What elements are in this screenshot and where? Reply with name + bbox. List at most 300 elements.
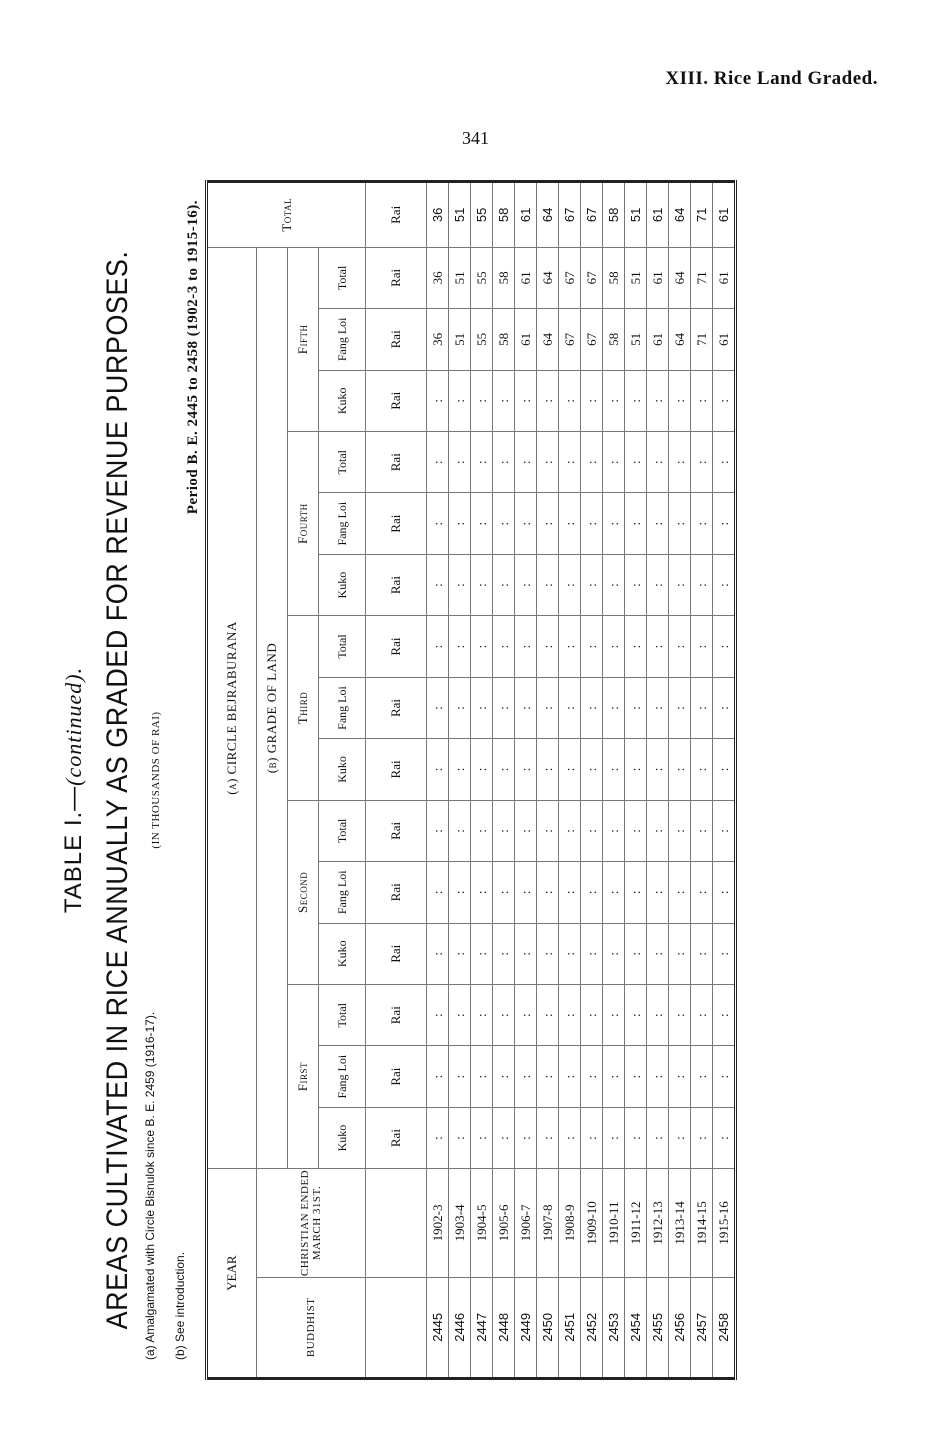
empty-cell: : (691, 432, 713, 493)
empty-cell: : (603, 493, 625, 554)
fifth-total-value: 67 (559, 247, 581, 308)
subcol-first-total: Total (319, 984, 366, 1045)
empty-cell: : (691, 554, 713, 615)
empty-cell: : (427, 923, 449, 984)
empty-cell: : (625, 862, 647, 923)
buddhist-year: 2450 (537, 1277, 559, 1378)
empty-cell: : (581, 554, 603, 615)
table-row (449, 182, 471, 1379)
row-total-value: 71 (691, 182, 713, 248)
fifth-total-value: 51 (625, 247, 647, 308)
unit-label: Rai (366, 182, 427, 248)
fifth-fang-loi-value: 71 (691, 309, 713, 370)
empty-cell: : (493, 923, 515, 984)
empty-cell: : (449, 739, 471, 800)
christian-year: 1910-11 (603, 1169, 625, 1277)
fifth-fang-loi-value: 64 (537, 309, 559, 370)
empty-cell: : (515, 370, 537, 431)
buddhist-year: 2449 (515, 1277, 537, 1378)
empty-cell: : (537, 554, 559, 615)
empty-cell: : (515, 862, 537, 923)
empty-cell: : (427, 677, 449, 738)
subcol-fifth-total: Total (319, 247, 366, 308)
empty-cell: : (669, 800, 691, 861)
empty-cell: : (537, 800, 559, 861)
fifth-total-value: 71 (691, 247, 713, 308)
empty-cell: : (493, 677, 515, 738)
unit-label: Rai (366, 616, 427, 677)
grade-third: Third (288, 616, 319, 800)
empty-cell: : (625, 984, 647, 1045)
grade-second: Second (288, 800, 319, 984)
empty-cell: : (581, 862, 603, 923)
empty-cell: : (691, 923, 713, 984)
unit-label: Rai (366, 1046, 427, 1107)
grade-first: First (288, 984, 319, 1168)
empty-cell: : (515, 984, 537, 1045)
empty-cell: : (625, 432, 647, 493)
buddhist-year: 2457 (691, 1277, 713, 1378)
empty-cell: : (713, 370, 736, 431)
empty-cell: : (625, 616, 647, 677)
fifth-fang-loi-value: 61 (647, 309, 669, 370)
table-label: TABLE I.—(continued). (60, 666, 87, 914)
row-total-value: 61 (647, 182, 669, 248)
empty-cell: : (581, 677, 603, 738)
empty-cell: : (581, 1046, 603, 1107)
table-row (713, 182, 736, 1379)
empty-cell: : (625, 800, 647, 861)
empty-cell: : (471, 1046, 493, 1107)
empty-cell: : (669, 554, 691, 615)
empty-cell: : (691, 739, 713, 800)
unit-row (366, 182, 427, 1379)
empty-cell: : (669, 862, 691, 923)
unit-label: Rai (366, 309, 427, 370)
blank-cell (366, 1169, 427, 1277)
fifth-fang-loi-value: 58 (493, 309, 515, 370)
empty-cell: : (515, 923, 537, 984)
empty-cell: : (515, 739, 537, 800)
buddhist-year: 2447 (471, 1277, 493, 1378)
circle-header: (a) CIRCLE BEJRABURANA (207, 247, 257, 1169)
unit-label: Rai (366, 247, 427, 308)
empty-cell: : (427, 616, 449, 677)
empty-cell: : (603, 1107, 625, 1168)
empty-cell: : (427, 432, 449, 493)
empty-cell: : (647, 862, 669, 923)
fifth-fang-loi-value: 51 (449, 309, 471, 370)
fifth-fang-loi-value: 36 (427, 309, 449, 370)
empty-cell: : (537, 493, 559, 554)
empty-cell: : (713, 1046, 736, 1107)
empty-cell: : (669, 677, 691, 738)
subcol-second-fang-loi: Fang Loi (319, 862, 366, 923)
table-row (493, 182, 515, 1379)
table-head (207, 182, 366, 1379)
table-row (647, 182, 669, 1379)
empty-cell: : (625, 554, 647, 615)
empty-cell: : (647, 1107, 669, 1168)
buddhist-year: 2453 (603, 1277, 625, 1378)
empty-cell: : (713, 739, 736, 800)
empty-cell: : (647, 677, 669, 738)
buddhist-year: 2451 (559, 1277, 581, 1378)
fifth-total-value: 58 (603, 247, 625, 308)
empty-cell: : (427, 1107, 449, 1168)
fifth-total-value: 58 (493, 247, 515, 308)
empty-cell: : (493, 616, 515, 677)
empty-cell: : (647, 432, 669, 493)
empty-cell: : (471, 677, 493, 738)
empty-cell: : (625, 677, 647, 738)
empty-cell: : (427, 984, 449, 1045)
empty-cell: : (537, 370, 559, 431)
empty-cell: : (713, 862, 736, 923)
section-header: XIII. Rice Land Graded. (665, 68, 878, 89)
empty-cell: : (581, 1107, 603, 1168)
empty-cell: : (537, 1107, 559, 1168)
christian-year: 1903-4 (449, 1169, 471, 1277)
row-total-value: 58 (493, 182, 515, 248)
empty-cell: : (581, 432, 603, 493)
fifth-total-value: 64 (537, 247, 559, 308)
christian-year: 1908-9 (559, 1169, 581, 1277)
empty-cell: : (559, 432, 581, 493)
empty-cell: : (471, 370, 493, 431)
empty-cell: : (493, 862, 515, 923)
empty-cell: : (603, 923, 625, 984)
empty-cell: : (449, 432, 471, 493)
empty-cell: : (647, 493, 669, 554)
empty-cell: : (471, 1107, 493, 1168)
units-note: (IN THOUSANDS OF RAI) (150, 711, 162, 849)
empty-cell: : (515, 1107, 537, 1168)
empty-cell: : (647, 739, 669, 800)
empty-cell: : (537, 616, 559, 677)
empty-cell: : (493, 984, 515, 1045)
empty-cell: : (603, 800, 625, 861)
empty-cell: : (691, 616, 713, 677)
empty-cell: : (625, 1046, 647, 1107)
empty-cell: : (625, 493, 647, 554)
empty-cell: : (581, 370, 603, 431)
total-header: Total (207, 182, 366, 248)
buddhist-year: 2455 (647, 1277, 669, 1378)
empty-cell: : (471, 984, 493, 1045)
grade-fifth: Fifth (288, 247, 319, 431)
empty-cell: : (449, 923, 471, 984)
christian-year: 1909-10 (581, 1169, 603, 1277)
fifth-total-value: 55 (471, 247, 493, 308)
empty-cell: : (559, 370, 581, 431)
empty-cell: : (603, 616, 625, 677)
empty-cell: : (559, 493, 581, 554)
subcol-fourth-kuko: Kuko (319, 554, 366, 615)
grade-header: (b) GRADE OF LAND (257, 247, 288, 1169)
empty-cell: : (559, 862, 581, 923)
buddhist-year: 2452 (581, 1277, 603, 1378)
empty-cell: : (691, 370, 713, 431)
empty-cell: : (625, 739, 647, 800)
empty-cell: : (647, 370, 669, 431)
empty-cell: : (471, 923, 493, 984)
row-total-value: 61 (713, 182, 736, 248)
empty-cell: : (647, 616, 669, 677)
empty-cell: : (603, 677, 625, 738)
empty-cell: : (669, 739, 691, 800)
row-total-value: 61 (515, 182, 537, 248)
empty-cell: : (515, 493, 537, 554)
empty-cell: : (603, 739, 625, 800)
empty-cell: : (515, 554, 537, 615)
christian-year: 1915-16 (713, 1169, 736, 1277)
fifth-fang-loi-value: 67 (559, 309, 581, 370)
empty-cell: : (669, 1107, 691, 1168)
empty-cell: : (713, 984, 736, 1045)
empty-cell: : (669, 1046, 691, 1107)
christian-year: 1902-3 (427, 1169, 449, 1277)
fifth-total-value: 67 (581, 247, 603, 308)
empty-cell: : (559, 554, 581, 615)
fifth-fang-loi-value: 58 (603, 309, 625, 370)
empty-cell: : (471, 493, 493, 554)
empty-cell: : (647, 984, 669, 1045)
row-total-value: 67 (559, 182, 581, 248)
empty-cell: : (559, 739, 581, 800)
buddhist-year: 2458 (713, 1277, 736, 1378)
empty-cell: : (449, 616, 471, 677)
fifth-fang-loi-value: 51 (625, 309, 647, 370)
table-row (559, 182, 581, 1379)
christian-year: 1904-5 (471, 1169, 493, 1277)
buddhist-header: BUDDHIST (257, 1277, 366, 1378)
unit-label: Rai (366, 923, 427, 984)
empty-cell: : (713, 677, 736, 738)
empty-cell: : (515, 1046, 537, 1107)
empty-cell: : (449, 1046, 471, 1107)
empty-cell: : (669, 984, 691, 1045)
table-row (669, 182, 691, 1379)
row-total-value: 58 (603, 182, 625, 248)
empty-cell: : (537, 677, 559, 738)
empty-cell: : (559, 1046, 581, 1107)
footnote-b: (b) See introduction. (173, 1251, 187, 1360)
empty-cell: : (449, 493, 471, 554)
empty-cell: : (493, 739, 515, 800)
empty-cell: : (427, 370, 449, 431)
footnote-a: (a) Amalgamated with Circle Bisnulok since B. E. 2459 (1916-17). (143, 1011, 157, 1360)
empty-cell: : (471, 616, 493, 677)
fifth-total-value: 36 (427, 247, 449, 308)
empty-cell: : (449, 1107, 471, 1168)
empty-cell: : (713, 616, 736, 677)
unit-label: Rai (366, 862, 427, 923)
fifth-fang-loi-value: 64 (669, 309, 691, 370)
empty-cell: : (449, 370, 471, 431)
empty-cell: : (515, 616, 537, 677)
empty-cell: : (581, 739, 603, 800)
fifth-total-value: 61 (647, 247, 669, 308)
empty-cell: : (449, 677, 471, 738)
table-title: AREAS CULTIVATED IN RICE ANNUALLY AS GRADED FOR REVENUE PURPOSES. (100, 250, 134, 1330)
christian-year: 1906-7 (515, 1169, 537, 1277)
empty-cell: : (669, 923, 691, 984)
buddhist-year: 2445 (427, 1277, 449, 1378)
page-number: 341 (462, 128, 489, 148)
subcol-second-total: Total (319, 800, 366, 861)
empty-cell: : (603, 554, 625, 615)
row-total-value: 64 (537, 182, 559, 248)
fifth-fang-loi-value: 55 (471, 309, 493, 370)
empty-cell: : (625, 923, 647, 984)
empty-cell: : (471, 432, 493, 493)
subcol-first-fang-loi: Fang Loi (319, 1046, 366, 1107)
row-total-value: 64 (669, 182, 691, 248)
empty-cell: : (537, 739, 559, 800)
subcol-fourth-total: Total (319, 432, 366, 493)
unit-label: Rai (366, 432, 427, 493)
empty-cell: : (713, 923, 736, 984)
table-body (366, 182, 736, 1379)
row-total-value: 55 (471, 182, 493, 248)
row-total-value: 67 (581, 182, 603, 248)
table-row (603, 182, 625, 1379)
empty-cell: : (669, 616, 691, 677)
row-total-value: 51 (449, 182, 471, 248)
table-row (515, 182, 537, 1379)
subcol-third-total: Total (319, 616, 366, 677)
empty-cell: : (493, 1046, 515, 1107)
empty-cell: : (493, 432, 515, 493)
empty-cell: : (471, 739, 493, 800)
unit-label: Rai (366, 984, 427, 1045)
christian-year: 1914-15 (691, 1169, 713, 1277)
grade-fourth: Fourth (288, 432, 319, 616)
buddhist-year: 2454 (625, 1277, 647, 1378)
fifth-total-value: 61 (713, 247, 736, 308)
empty-cell: : (449, 800, 471, 861)
empty-cell: : (713, 432, 736, 493)
empty-cell: : (537, 923, 559, 984)
buddhist-year: 2456 (669, 1277, 691, 1378)
subcol-second-kuko: Kuko (319, 923, 366, 984)
empty-cell: : (647, 800, 669, 861)
fifth-fang-loi-value: 61 (713, 309, 736, 370)
subcol-first-kuko: Kuko (319, 1107, 366, 1168)
empty-cell: : (603, 862, 625, 923)
empty-cell: : (559, 616, 581, 677)
subcol-third-fang-loi: Fang Loi (319, 677, 366, 738)
empty-cell: : (603, 984, 625, 1045)
empty-cell: : (471, 862, 493, 923)
empty-cell: : (471, 800, 493, 861)
empty-cell: : (691, 984, 713, 1045)
empty-cell: : (559, 923, 581, 984)
table-row (471, 182, 493, 1379)
empty-cell: : (427, 739, 449, 800)
empty-cell: : (427, 493, 449, 554)
empty-cell: : (647, 554, 669, 615)
christian-year: 1907-8 (537, 1169, 559, 1277)
empty-cell: : (493, 370, 515, 431)
empty-cell: : (515, 432, 537, 493)
empty-cell: : (515, 677, 537, 738)
christian-header: CHRISTIAN ENDED MARCH 31ST. (257, 1169, 366, 1277)
unit-label: Rai (366, 800, 427, 861)
unit-label: Rai (366, 554, 427, 615)
empty-cell: : (669, 370, 691, 431)
empty-cell: : (493, 493, 515, 554)
empty-cell: : (581, 984, 603, 1045)
empty-cell: : (581, 800, 603, 861)
empty-cell: : (713, 800, 736, 861)
empty-cell: : (691, 862, 713, 923)
period-heading: Period B. E. 2445 to 2458 (1902-3 to 1915-16). (185, 200, 201, 515)
empty-cell: : (493, 1107, 515, 1168)
empty-cell: : (515, 800, 537, 861)
empty-cell: : (669, 432, 691, 493)
subcol-fifth-fang-loi: Fang Loi (319, 309, 366, 370)
buddhist-year: 2448 (493, 1277, 515, 1378)
empty-cell: : (427, 1046, 449, 1107)
subcol-fifth-kuko: Kuko (319, 370, 366, 431)
rice-land-table (205, 180, 737, 1380)
fifth-fang-loi-value: 61 (515, 309, 537, 370)
christian-year: 1911-12 (625, 1169, 647, 1277)
empty-cell: : (691, 800, 713, 861)
empty-cell: : (559, 800, 581, 861)
fifth-fang-loi-value: 67 (581, 309, 603, 370)
christian-year: 1913-14 (669, 1169, 691, 1277)
empty-cell: : (471, 554, 493, 615)
table-row (625, 182, 647, 1379)
empty-cell: : (713, 1107, 736, 1168)
unit-label: Rai (366, 1107, 427, 1168)
empty-cell: : (603, 1046, 625, 1107)
blank-cell (366, 1277, 427, 1378)
year-header: YEAR (207, 1169, 257, 1379)
empty-cell: : (537, 432, 559, 493)
empty-cell: : (603, 432, 625, 493)
empty-cell: : (449, 862, 471, 923)
table-row (581, 182, 603, 1379)
empty-cell: : (493, 800, 515, 861)
empty-cell: : (449, 554, 471, 615)
empty-cell: : (691, 1107, 713, 1168)
subcol-fourth-fang-loi: Fang Loi (319, 493, 366, 554)
buddhist-year: 2446 (449, 1277, 471, 1378)
fifth-total-value: 61 (515, 247, 537, 308)
empty-cell: : (669, 493, 691, 554)
empty-cell: : (427, 800, 449, 861)
empty-cell: : (713, 554, 736, 615)
unit-label: Rai (366, 370, 427, 431)
empty-cell: : (581, 493, 603, 554)
unit-label: Rai (366, 677, 427, 738)
empty-cell: : (647, 923, 669, 984)
unit-label: Rai (366, 493, 427, 554)
table-row (427, 182, 449, 1379)
empty-cell: : (581, 923, 603, 984)
empty-cell: : (625, 1107, 647, 1168)
empty-cell: : (691, 1046, 713, 1107)
table-row (537, 182, 559, 1379)
empty-cell: : (427, 862, 449, 923)
empty-cell: : (713, 493, 736, 554)
empty-cell: : (691, 677, 713, 738)
unit-label: Rai (366, 739, 427, 800)
